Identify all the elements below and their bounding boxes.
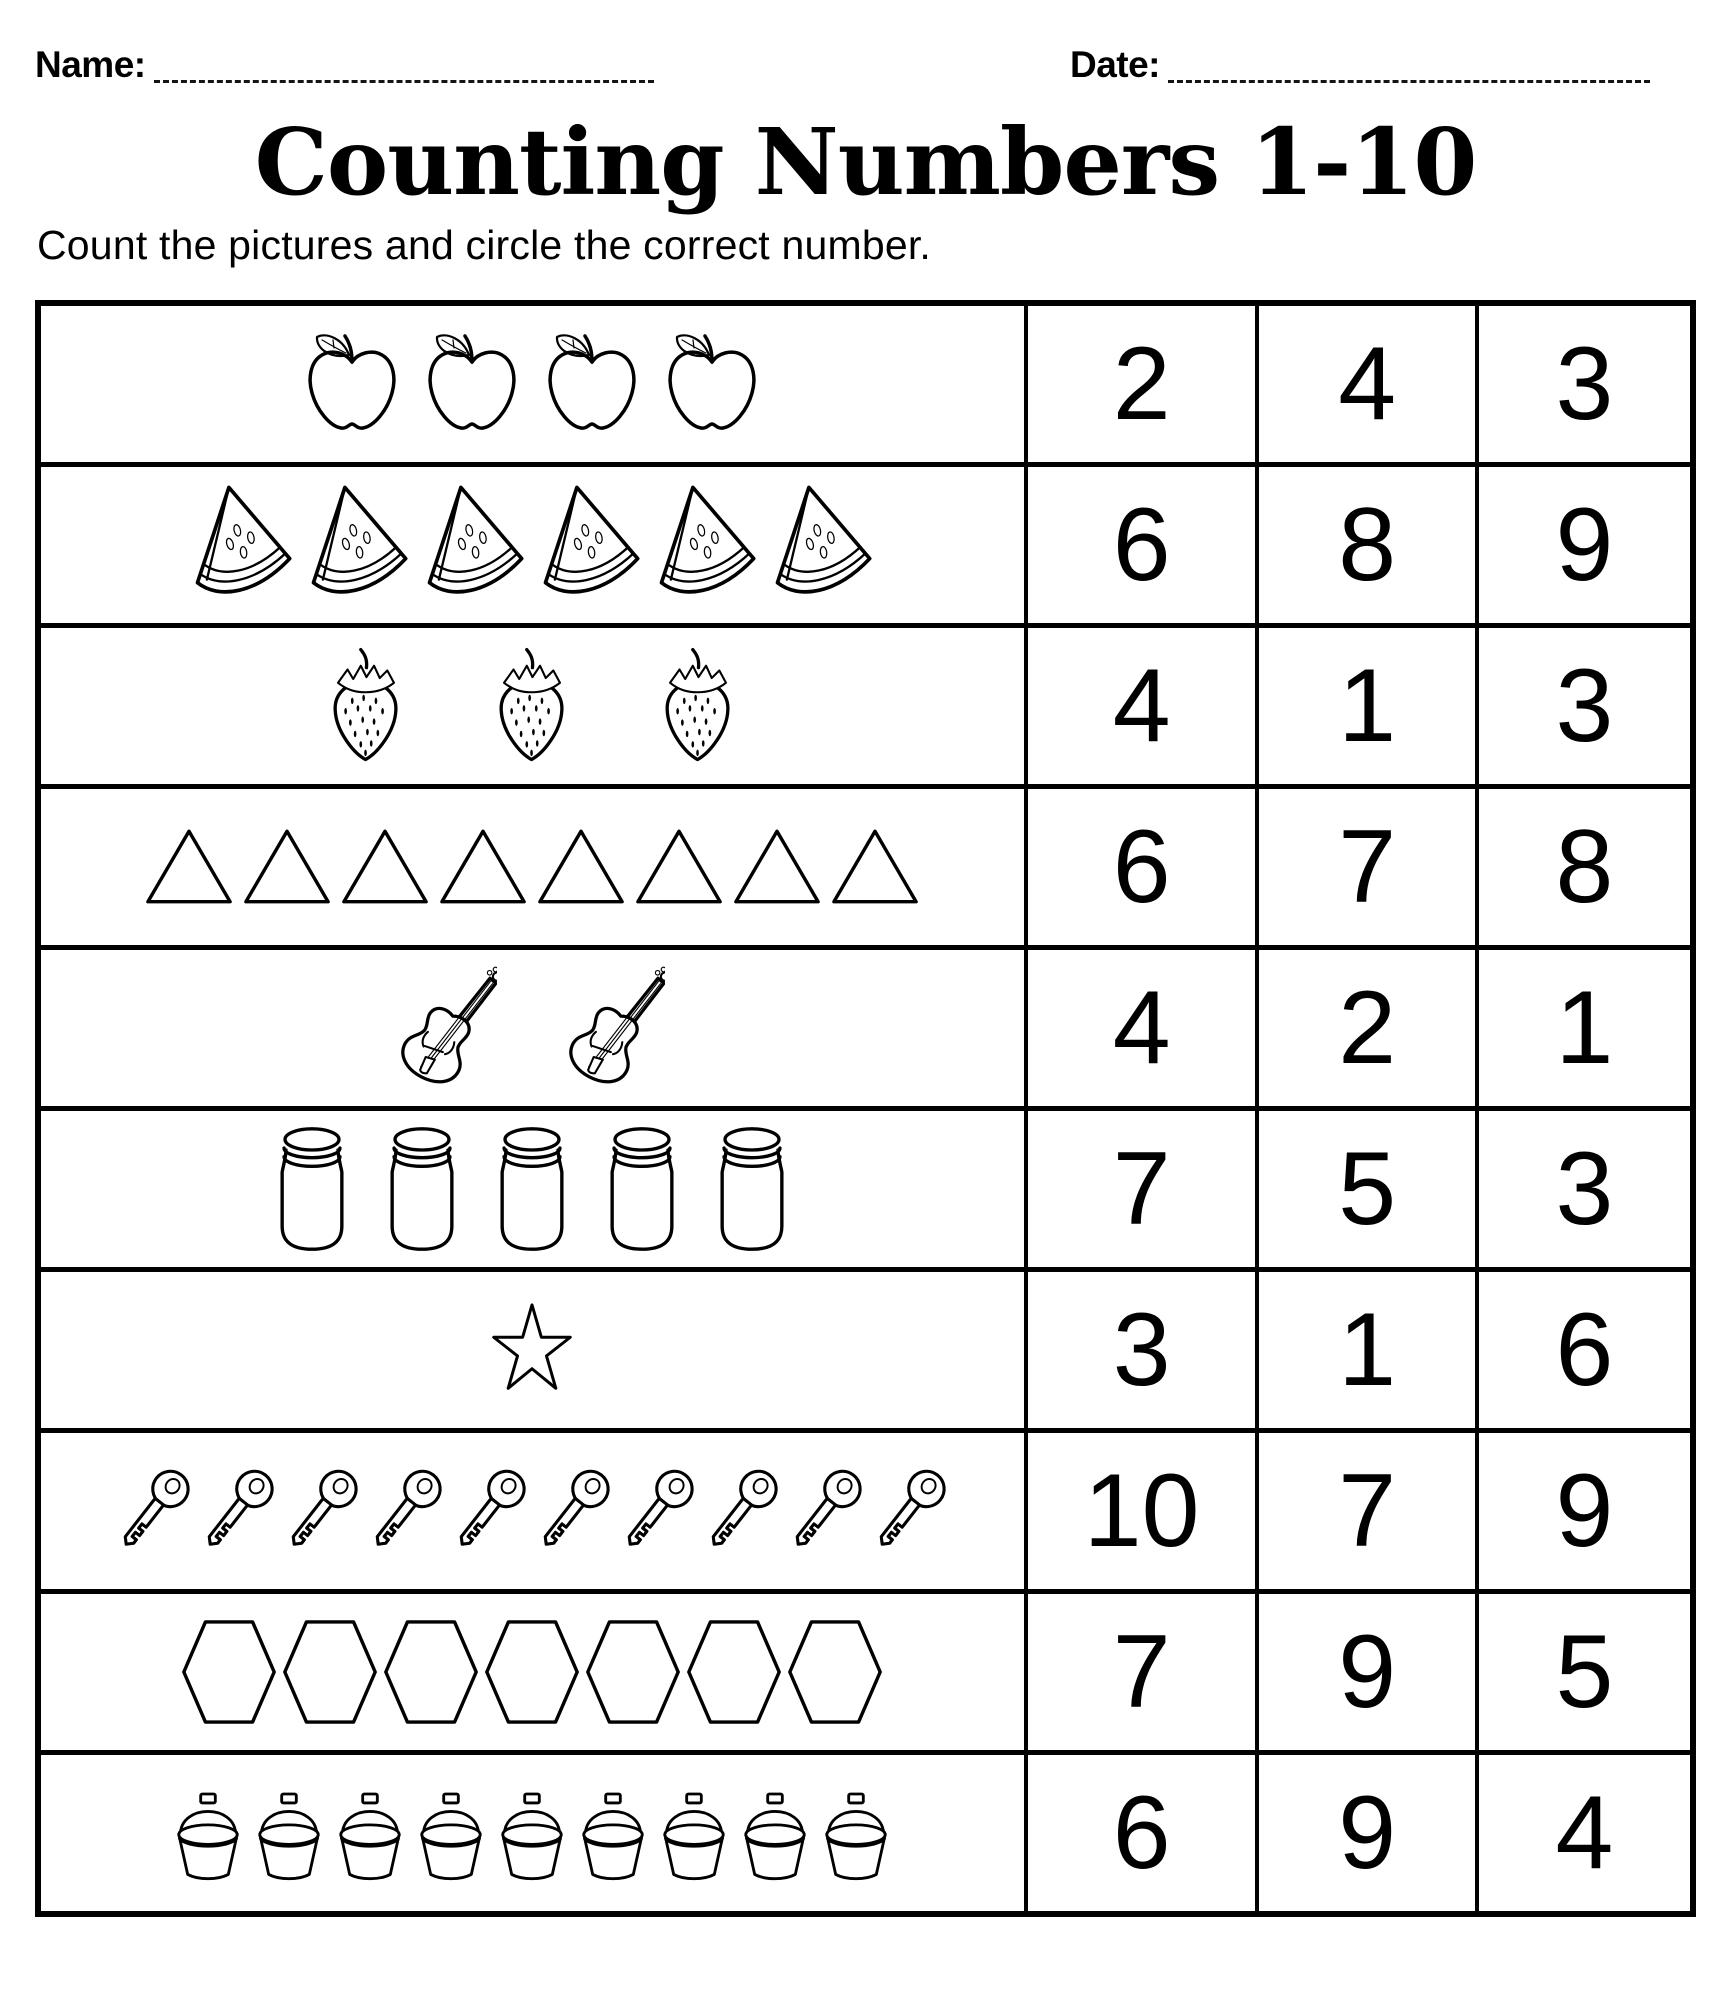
hexagon-icon: [280, 1617, 380, 1727]
choice-number[interactable]: 3: [1024, 1272, 1256, 1428]
choice-number[interactable]: 1: [1255, 1272, 1474, 1428]
choice-number[interactable]: 7: [1024, 1111, 1256, 1267]
pictures-cell: [41, 1111, 1024, 1267]
choice-number[interactable]: 5: [1255, 1111, 1474, 1267]
name-field: [35, 46, 654, 83]
triangle-icon: [340, 827, 430, 906]
choice-number[interactable]: 2: [1024, 306, 1256, 462]
key-icon: [700, 1457, 784, 1565]
strawberry-icon: [653, 646, 743, 766]
choice-number[interactable]: 1: [1255, 628, 1474, 784]
choice-number[interactable]: 4: [1255, 306, 1474, 462]
choice-number[interactable]: 9: [1255, 1755, 1474, 1911]
choice-number[interactable]: 6: [1024, 467, 1256, 623]
count-row-jars: [41, 1106, 1690, 1267]
count-row-buckets: [41, 1750, 1690, 1911]
jar-icon: [598, 1124, 686, 1254]
choice-number[interactable]: 6: [1475, 1272, 1690, 1428]
bucket-icon: [655, 1777, 733, 1889]
choice-number[interactable]: 8: [1475, 789, 1690, 945]
violin-icon: [567, 953, 665, 1103]
bucket-icon: [250, 1777, 328, 1889]
choice-number[interactable]: 1: [1475, 950, 1690, 1106]
hexagon-icon: [583, 1617, 683, 1727]
key-icon: [280, 1457, 364, 1565]
pictures-cell: [41, 950, 1024, 1106]
bucket-icon: [493, 1777, 571, 1889]
count-row-apples: [41, 306, 1690, 462]
watermelon-icon: [767, 482, 877, 608]
key-icon: [532, 1457, 616, 1565]
count-row-stars: [41, 1267, 1690, 1428]
bucket-icon: [169, 1777, 247, 1889]
key-icon: [196, 1457, 280, 1565]
choice-number[interactable]: 4: [1024, 950, 1256, 1106]
apple-icon: [659, 329, 765, 439]
name-label: Name:: [35, 44, 146, 85]
pictures-cell: [41, 1272, 1024, 1428]
pictures-cell: [41, 628, 1024, 784]
pictures-cell: [41, 789, 1024, 945]
pictures-cell: [41, 1755, 1024, 1911]
choice-number[interactable]: 9: [1255, 1594, 1474, 1750]
count-row-keys: [41, 1428, 1690, 1589]
bucket-icon: [736, 1777, 814, 1889]
jar-icon: [378, 1124, 466, 1254]
count-row-violins: [41, 945, 1690, 1106]
choice-number[interactable]: 3: [1475, 1111, 1690, 1267]
hexagon-icon: [482, 1617, 582, 1727]
choice-number[interactable]: 7: [1255, 1433, 1474, 1589]
key-icon: [784, 1457, 868, 1565]
triangle-icon: [242, 827, 332, 906]
bucket-icon: [574, 1777, 652, 1889]
bucket-icon: [817, 1777, 895, 1889]
choice-number[interactable]: 4: [1024, 628, 1256, 784]
date-write-line[interactable]: [1168, 72, 1650, 83]
sheet-header: [35, 46, 1650, 83]
pictures-cell: [41, 306, 1024, 462]
choice-number[interactable]: 7: [1255, 789, 1474, 945]
star-icon: [492, 1297, 572, 1403]
hexagon-icon: [684, 1617, 784, 1727]
strawberry-icon: [321, 646, 411, 766]
date-field: [1070, 46, 1650, 83]
jar-icon: [488, 1124, 576, 1254]
strawberry-icon: [487, 646, 577, 766]
watermelon-icon: [419, 482, 529, 608]
triangle-icon: [634, 827, 724, 906]
date-label: Date:: [1069, 44, 1160, 85]
instruction-text: Count the pictures and circle the correct number.: [37, 222, 932, 269]
choice-number[interactable]: 6: [1024, 1755, 1256, 1911]
choice-number[interactable]: 3: [1475, 628, 1690, 784]
watermelon-icon: [187, 482, 297, 608]
triangle-icon: [536, 827, 626, 906]
choice-number[interactable]: 6: [1024, 789, 1256, 945]
bucket-icon: [331, 1777, 409, 1889]
key-icon: [112, 1457, 196, 1565]
key-icon: [868, 1457, 952, 1565]
watermelon-icon: [651, 482, 761, 608]
key-icon: [616, 1457, 700, 1565]
watermelon-icon: [535, 482, 645, 608]
count-row-watermelons: [41, 462, 1690, 623]
choice-number[interactable]: 5: [1475, 1594, 1690, 1750]
hexagon-icon: [785, 1617, 885, 1727]
key-icon: [448, 1457, 532, 1565]
count-row-hexagons: [41, 1589, 1690, 1750]
apple-icon: [419, 329, 525, 439]
pictures-cell: [41, 1433, 1024, 1589]
count-row-strawberries: [41, 623, 1690, 784]
jar-icon: [268, 1124, 356, 1254]
choice-number[interactable]: 3: [1475, 306, 1690, 462]
bucket-icon: [412, 1777, 490, 1889]
triangle-icon: [438, 827, 528, 906]
choice-number[interactable]: 9: [1475, 467, 1690, 623]
pictures-cell: [41, 1594, 1024, 1750]
apple-icon: [299, 329, 405, 439]
choice-number[interactable]: 7: [1024, 1594, 1256, 1750]
pictures-cell: [41, 467, 1024, 623]
key-icon: [364, 1457, 448, 1565]
triangle-icon: [830, 827, 920, 906]
hexagon-icon: [381, 1617, 481, 1727]
page-title: Counting Numbers 1-10: [254, 108, 1477, 216]
choice-number[interactable]: 10: [1024, 1433, 1256, 1589]
apple-icon: [539, 329, 645, 439]
jar-icon: [708, 1124, 796, 1254]
hexagon-icon: [179, 1617, 279, 1727]
violin-icon: [399, 953, 497, 1103]
name-write-line[interactable]: [154, 72, 654, 83]
triangle-icon: [144, 827, 234, 906]
choice-number[interactable]: 8: [1255, 467, 1474, 623]
choice-number[interactable]: 4: [1475, 1755, 1690, 1911]
watermelon-icon: [303, 482, 413, 608]
worksheet-table: [35, 300, 1696, 1917]
triangle-icon: [732, 827, 822, 906]
choice-number[interactable]: 9: [1475, 1433, 1690, 1589]
count-row-triangles: [41, 784, 1690, 945]
choice-number[interactable]: 2: [1255, 950, 1474, 1106]
